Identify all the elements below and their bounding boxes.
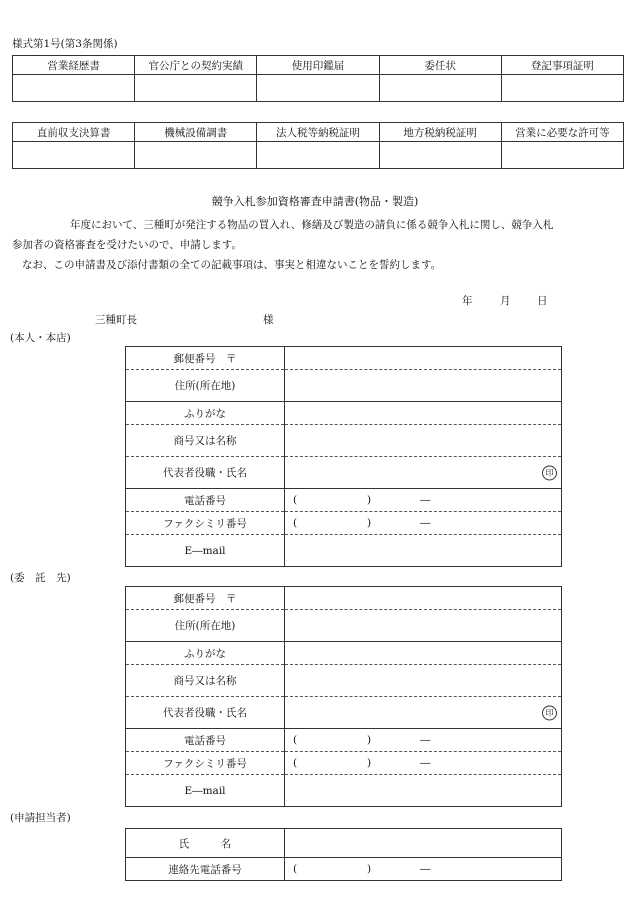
postal-input[interactable] [285, 587, 562, 610]
date-month: 月 [500, 295, 511, 307]
postal-input[interactable] [285, 347, 562, 370]
attachment-label: 登記事項証明 [501, 56, 623, 75]
paren-close: ) [367, 494, 372, 506]
representative-label: 代表者役職・氏名 [126, 697, 285, 729]
attachment-label: 営業に必要な許可等 [501, 123, 623, 142]
furigana-label: ふりがな [126, 642, 285, 665]
form-number: 様式第1号(第3条関係) [12, 38, 118, 50]
contact-phone-label: 連絡先電話番号 [126, 858, 285, 881]
email-label: E―mail [126, 775, 285, 807]
address-label: 住所(所在地) [126, 610, 285, 642]
representative-input[interactable] [285, 457, 562, 489]
company-label: 商号又は名称 [126, 665, 285, 697]
representative-label: 代表者役職・氏名 [126, 457, 285, 489]
postal-label: 郵便番号 〒 [126, 347, 285, 370]
section-delegate: (委 託 先) [10, 572, 71, 584]
dash-mark: ― [420, 863, 431, 875]
attachment-check-cell[interactable] [135, 75, 257, 102]
postal-label: 郵便番号 〒 [126, 587, 285, 610]
phone-label: 電話番号 [126, 729, 285, 752]
attachment-label: 委任状 [379, 56, 501, 75]
declaration-line-1: 年度において、三種町が発注する物品の買入れ、修繕及び製造の請負に係る競争入札に関し、競争入札 [70, 219, 554, 231]
pledge-text: なお、この申請書及び添付書類の全ての記載事項は、事実と相違ないことを誓約します。 [22, 259, 442, 271]
attachment-label: 使用印鑑届 [257, 56, 379, 75]
section-contact-person: (申請担当者) [10, 812, 71, 824]
contact-name-input[interactable] [285, 829, 562, 858]
attachment-label: 営業経歴書 [13, 56, 135, 75]
paren-open: ( [293, 863, 298, 875]
furigana-input[interactable] [285, 642, 562, 665]
attachment-check-cell[interactable] [257, 75, 379, 102]
company-input[interactable] [285, 425, 562, 457]
attachment-label: 地方税納税証明 [379, 123, 501, 142]
address-input[interactable] [285, 610, 562, 642]
attachment-check-cell[interactable] [13, 75, 135, 102]
address-label: 住所(所在地) [126, 370, 285, 402]
attachment-label: 法人税等納税証明 [257, 123, 379, 142]
document-title: 競争入札参加資格審査申請書(物品・製造) [211, 195, 419, 208]
attachment-label: 直前収支決算書 [13, 123, 135, 142]
furigana-label: ふりがな [126, 402, 285, 425]
email-input[interactable] [285, 535, 562, 567]
phone-input[interactable] [285, 489, 562, 512]
fax-input[interactable] [285, 512, 562, 535]
delegate-table [125, 586, 562, 807]
phone-label: 電話番号 [126, 489, 285, 512]
email-input[interactable] [285, 775, 562, 807]
attachment-check-cell[interactable] [257, 142, 379, 169]
paren-close: ) [367, 757, 372, 769]
paren-open: ( [293, 734, 298, 746]
email-label: E―mail [126, 535, 285, 567]
attachment-label: 機械設備調書 [135, 123, 257, 142]
main-office-table [125, 346, 562, 567]
fax-input[interactable] [285, 752, 562, 775]
dash-mark: ― [420, 757, 431, 769]
attachments-table-1 [12, 55, 624, 102]
paren-close: ) [367, 517, 372, 529]
company-input[interactable] [285, 665, 562, 697]
address-input[interactable] [285, 370, 562, 402]
fax-label: ファクシミリ番号 [126, 512, 285, 535]
declaration-line-2: 参加者の資格審査を受けたいので、申請します。 [12, 239, 242, 251]
attachment-check-cell[interactable] [379, 142, 501, 169]
attachment-label: 官公庁との契約実績 [135, 56, 257, 75]
paren-close: ) [367, 734, 372, 746]
section-main-office: (本人・本店) [10, 332, 71, 344]
dash-mark: ― [420, 517, 431, 529]
company-label: 商号又は名称 [126, 425, 285, 457]
contact-person-table [125, 828, 562, 881]
paren-open: ( [293, 757, 298, 769]
seal-icon: 印 [542, 465, 557, 480]
fax-label: ファクシミリ番号 [126, 752, 285, 775]
furigana-input[interactable] [285, 402, 562, 425]
seal-icon: 印 [542, 705, 557, 720]
contact-name-label: 氏 名 [126, 829, 285, 858]
attachment-check-cell[interactable] [13, 142, 135, 169]
attachment-check-cell[interactable] [135, 142, 257, 169]
attachment-check-cell[interactable] [501, 75, 623, 102]
addressee-honorific: 様 [263, 314, 274, 326]
attachment-check-cell[interactable] [501, 142, 623, 169]
date-year: 年 [462, 295, 473, 307]
attachment-check-cell[interactable] [379, 75, 501, 102]
dash-mark: ― [420, 494, 431, 506]
date-day: 日 [537, 295, 548, 307]
phone-input[interactable] [285, 729, 562, 752]
attachments-table-2 [12, 122, 624, 169]
contact-phone-input[interactable] [285, 858, 562, 881]
paren-open: ( [293, 517, 298, 529]
dash-mark: ― [420, 734, 431, 746]
paren-close: ) [367, 863, 372, 875]
representative-input[interactable] [285, 697, 562, 729]
addressee-name: 三種町長 [95, 314, 137, 326]
paren-open: ( [293, 494, 298, 506]
